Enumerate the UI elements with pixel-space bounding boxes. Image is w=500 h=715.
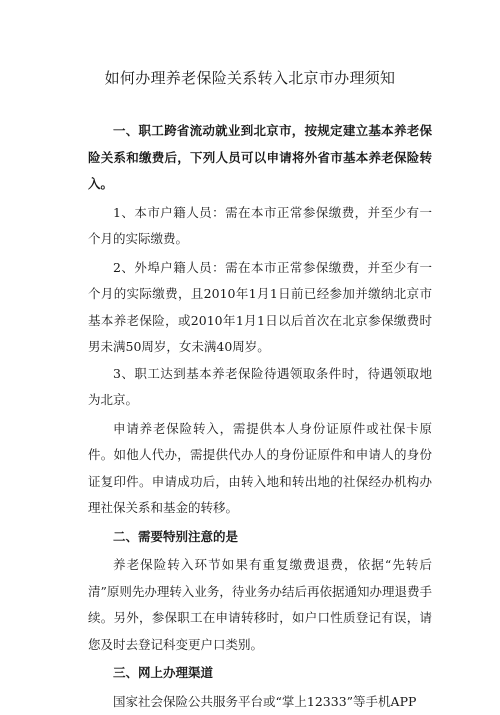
section-1-item-3: 3、职工达到基本养老保险待遇领取条件时，待遇领取地为北京。 [88,361,432,414]
section-1-heading: 一、职工跨省流动就业到北京市，按规定建立基本养老保险关系和缴费后，下列人员可以申请将外省市基本养老保险转入。 [88,118,432,198]
section-1-paragraph: 申请养老保险转入，需提供本人身份证原件或社保卡原件。如他人代办，需提供代办人的身份证原件和申请人的身份证复印件。申请成功后，由转入地和转出地的社保经办机构办理社保关系和基金的转移。 [88,416,432,522]
section-2-heading: 二、需要特别注意的是 [88,524,432,551]
section-1-item-1: 1、本市户籍人员：需在本市正常参保缴费，并至少有一个月的实际缴费。 [88,200,432,253]
section-3-heading: 三、网上办理渠道 [88,660,432,687]
section-3-paragraph: 国家社会保险公共服务平台或“掌上12333”等手机APP [88,689,432,715]
section-1-item-2: 2、外埠户籍人员：需在本市正常参保缴费，并至少有一个月的实际缴费，且2010年1月1日前已经参加并缴纳北京市基本养老保险，或2010年1月1日以后首次在北京参保缴费时男未满50周岁，女未满40周岁。 [88,255,432,361]
section-2-paragraph: 养老保险转入环节如果有重复缴费退费，依据“先转后清”原则先办理转入业务，待业务办结后再依据通知办理退费手续。另外，参保职工在申请转移时，如户口性质登记有误，请您及时去登记科变更户口类别。 [88,552,432,658]
document-body [88,118,432,715]
document-title: 如何办理养老保险关系转入北京市办理须知 [0,68,500,88]
